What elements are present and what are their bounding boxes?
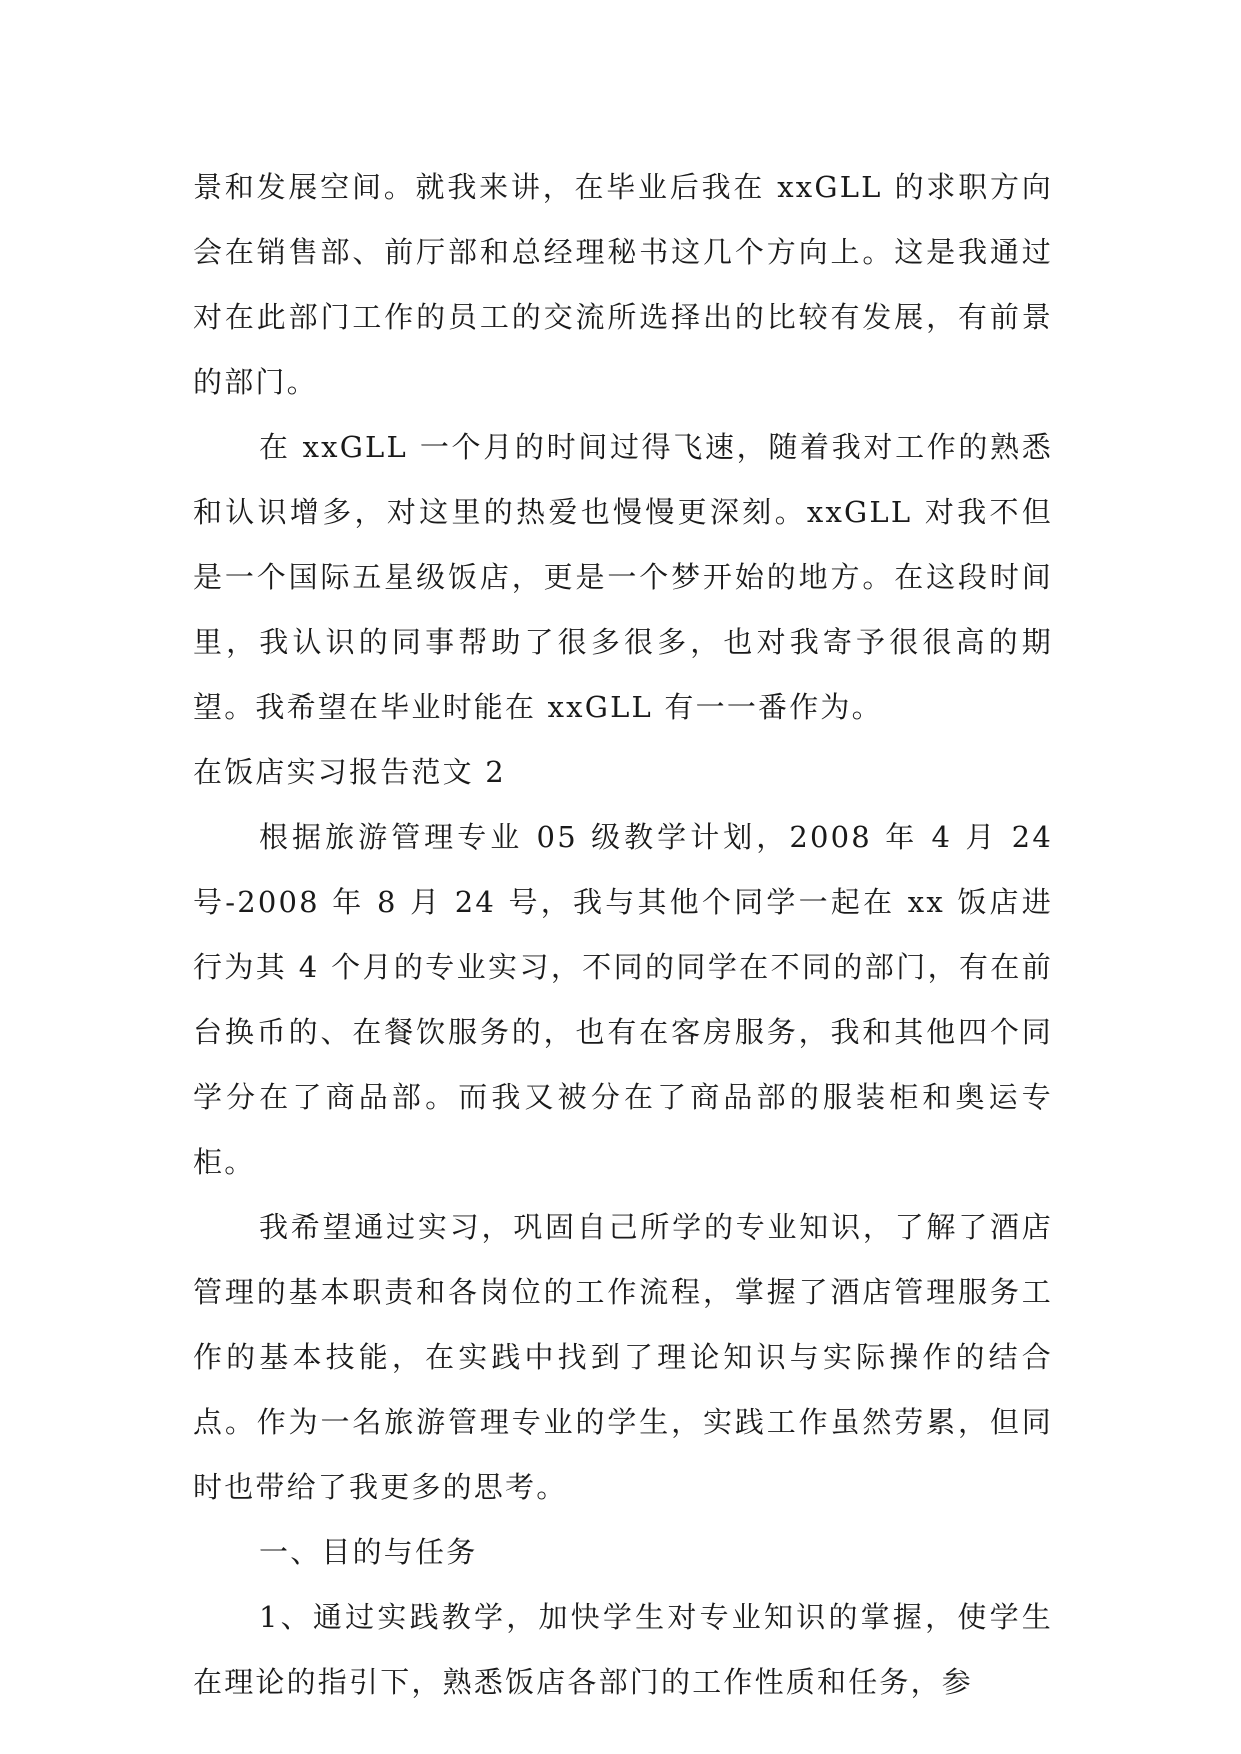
subheading-purpose: 一、目的与任务 <box>259 1535 478 1569</box>
paragraph-internship-plan: 根据旅游管理专业 05 级教学计划，2008 年 4 月 24 号-2008 年 8 月 24 号，我与其他个同学一起在 xx 饭店进行为其 4 个月的专业实习，不同的同学在不同的部门，有在前台换币的、在餐饮服务的，也有在客房服务，我和其他四个同学分在了商品部。而我又被分在了商品部的服装柜和奥运专柜。 <box>193 820 1053 1179</box>
document-body <box>193 155 1053 1715</box>
paragraph-continuation: 景和发展空间。就我来讲，在毕业后我在 xxGLL 的求职方向会在销售部、前厅部和总经理秘书这几个方向上。这是我通过对在此部门工作的员工的交流所选择出的比较有发展，有前景的部门。 <box>193 170 1053 399</box>
section-title: 在饭店实习报告范文 2 <box>193 755 506 789</box>
paragraph-xxgll-month: 在 xxGLL 一个月的时间过得飞速，随着我对工作的熟悉和认识增多，对这里的热爱也慢慢更深刻。xxGLL 对我不但是一个国际五星级饭店，更是一个梦开始的地方。在这段时间里，我认识的同事帮助了很多很多，也对我寄予很很高的期望。我希望在毕业时能在 xxGLL 有一一番作为。 <box>193 430 1053 724</box>
paragraph-hopes: 我希望通过实习，巩固自己所学的专业知识，了解了酒店管理的基本职责和各岗位的工作流程，掌握了酒店管理服务工作的基本技能，在实践中找到了理论知识与实际操作的结合点。作为一名旅游管理专业的学生，实践工作虽然劳累，但同时也带给了我更多的思考。 <box>193 1210 1053 1504</box>
paragraph-item-1: 1、通过实践教学，加快学生对专业知识的掌握，使学生在理论的指引下，熟悉饭店各部门的工作性质和任务，参 <box>193 1600 1053 1699</box>
